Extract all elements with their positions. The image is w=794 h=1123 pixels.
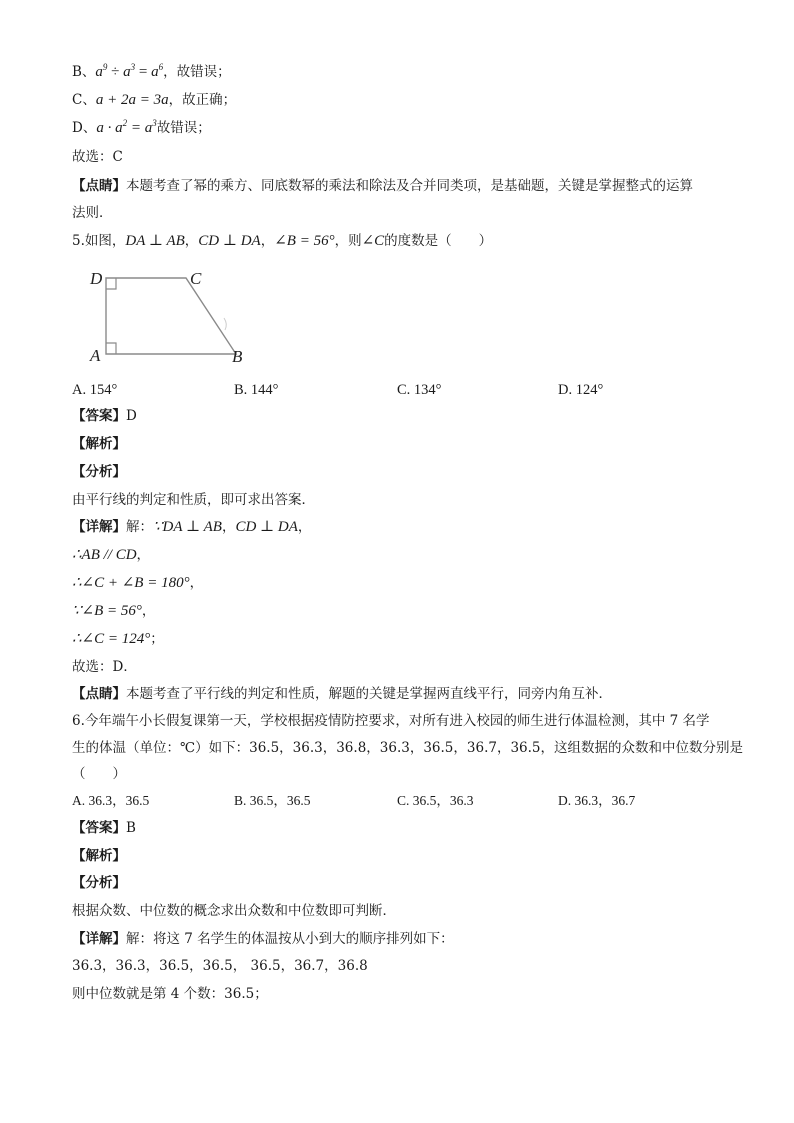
option-label: C、 bbox=[72, 92, 96, 108]
analysis-tag: 【解析】 bbox=[72, 436, 126, 452]
right-angle-mark-d bbox=[106, 278, 116, 289]
answer-tag: 【答案】 bbox=[72, 820, 126, 836]
trapezoid-figure bbox=[86, 264, 256, 370]
proof-step-1: ∴AB // CD， bbox=[72, 547, 151, 563]
detail-tag: 【详解】 bbox=[72, 519, 126, 535]
answer-value: D bbox=[126, 408, 137, 424]
verdict-text: 故错误； bbox=[156, 120, 211, 136]
q6-option-d: D. 36.3，36.7 bbox=[558, 793, 636, 808]
proof-step-3: ∵∠B = 56°， bbox=[72, 603, 156, 619]
q6-option-a: A. 36.3，36.5 bbox=[72, 793, 150, 808]
vertex-label-a: A bbox=[90, 346, 101, 365]
detail-text: 解：将这 7 名学生的体温按从小到大的顺序排列如下： bbox=[126, 931, 454, 947]
vertex-label-c: C bbox=[190, 269, 202, 288]
verdict-text: ，故正确； bbox=[168, 92, 237, 108]
detail-tag: 【详解】 bbox=[72, 931, 126, 947]
verdict-text: ，故错误； bbox=[163, 64, 231, 80]
detail-line: 【详解】解：∵DA ⊥ AB，CD ⊥ DA， bbox=[72, 519, 312, 535]
option-d-line bbox=[72, 118, 211, 138]
breakdown-text: 根据众数、中位数的概念求出众数和中位数即可判断． bbox=[72, 903, 396, 919]
option-label: B、 bbox=[72, 64, 96, 80]
proof-step-2: ∴∠C + ∠B = 180°， bbox=[72, 575, 204, 591]
proof-step-4: ∴∠C = 124°； bbox=[72, 631, 164, 647]
comment-continuation: 法则． bbox=[72, 205, 113, 221]
q6-option-c: C. 36.5，36.3 bbox=[397, 793, 474, 808]
sorted-values: 36.3，36.3，36.5，36.5， 36.5，36.7，36.8 bbox=[72, 958, 368, 974]
comment-line bbox=[72, 176, 693, 196]
comment-line bbox=[72, 684, 612, 704]
comment-text: 本题考查了幂的乘方、同底数幂的乘法和除法及合并同类项，是基础题，关键是掌握整式的运算 bbox=[126, 178, 693, 194]
comment-tag: 【点睛】 bbox=[72, 686, 126, 702]
answer-line bbox=[72, 818, 136, 838]
question-6-stem-cont: 生的体温（单位：℃）如下：36.5，36.3，36.8，36.3，36.5，36.7，36.5，这组数据的众数和中位数分别是 bbox=[72, 740, 744, 756]
comment-text: 本题考查了平行线的判定和性质，解题的关键是掌握两直线平行，同旁内角互补． bbox=[126, 686, 612, 702]
faint-arc-mark bbox=[224, 318, 226, 330]
breakdown-tag: 【分析】 bbox=[72, 875, 126, 891]
answer-line bbox=[72, 406, 137, 426]
math-expression: $a^9 \div a^3 = a^6$ bbox=[95, 62, 164, 80]
right-angle-mark-a bbox=[106, 343, 116, 354]
q5-option-c: C. 134° bbox=[397, 382, 442, 398]
analysis-tag: 【解析】 bbox=[72, 848, 126, 864]
answer-value: B bbox=[126, 820, 136, 836]
math-expression: a + 2a = 3a bbox=[95, 92, 169, 108]
detail-line bbox=[72, 929, 454, 949]
math-expression: $a \cdot a^2 = a^3$ bbox=[96, 118, 157, 136]
comment-tag: 【点睛】 bbox=[72, 178, 126, 194]
question-6-bracket: （ ） bbox=[72, 766, 126, 782]
option-c-line bbox=[72, 90, 236, 110]
q6-option-b: B. 36.5，36.5 bbox=[234, 793, 311, 808]
vertex-label-d: D bbox=[90, 269, 103, 288]
answer-tag: 【答案】 bbox=[72, 408, 126, 424]
question-5-stem: 5.如图，DA ⊥ AB，CD ⊥ DA，∠B = 56°，则∠C的度数是（ ） bbox=[72, 233, 493, 249]
choice-line: 故选：D． bbox=[72, 659, 137, 675]
breakdown-text: 由平行线的判定和性质，即可求出答案． bbox=[72, 492, 315, 508]
breakdown-tag: 【分析】 bbox=[72, 464, 126, 480]
option-label: D、 bbox=[72, 120, 97, 136]
q5-option-b: B. 144° bbox=[234, 382, 279, 398]
trapezoid-shape bbox=[106, 278, 236, 354]
choice-line: 故选：C bbox=[72, 149, 123, 165]
q5-option-d: D. 124° bbox=[558, 382, 604, 398]
question-6-stem: 6.今年端午小长假复课第一天，学校根据疫情防控要求，对所有进入校园的师生进行体温检测，其中 7 名学 bbox=[72, 713, 710, 729]
q5-option-a: A. 154° bbox=[72, 382, 118, 398]
median-line: 则中位数就是第 4 个数：36.5； bbox=[72, 986, 268, 1002]
vertex-label-b: B bbox=[232, 347, 243, 366]
option-b-line bbox=[72, 62, 231, 82]
